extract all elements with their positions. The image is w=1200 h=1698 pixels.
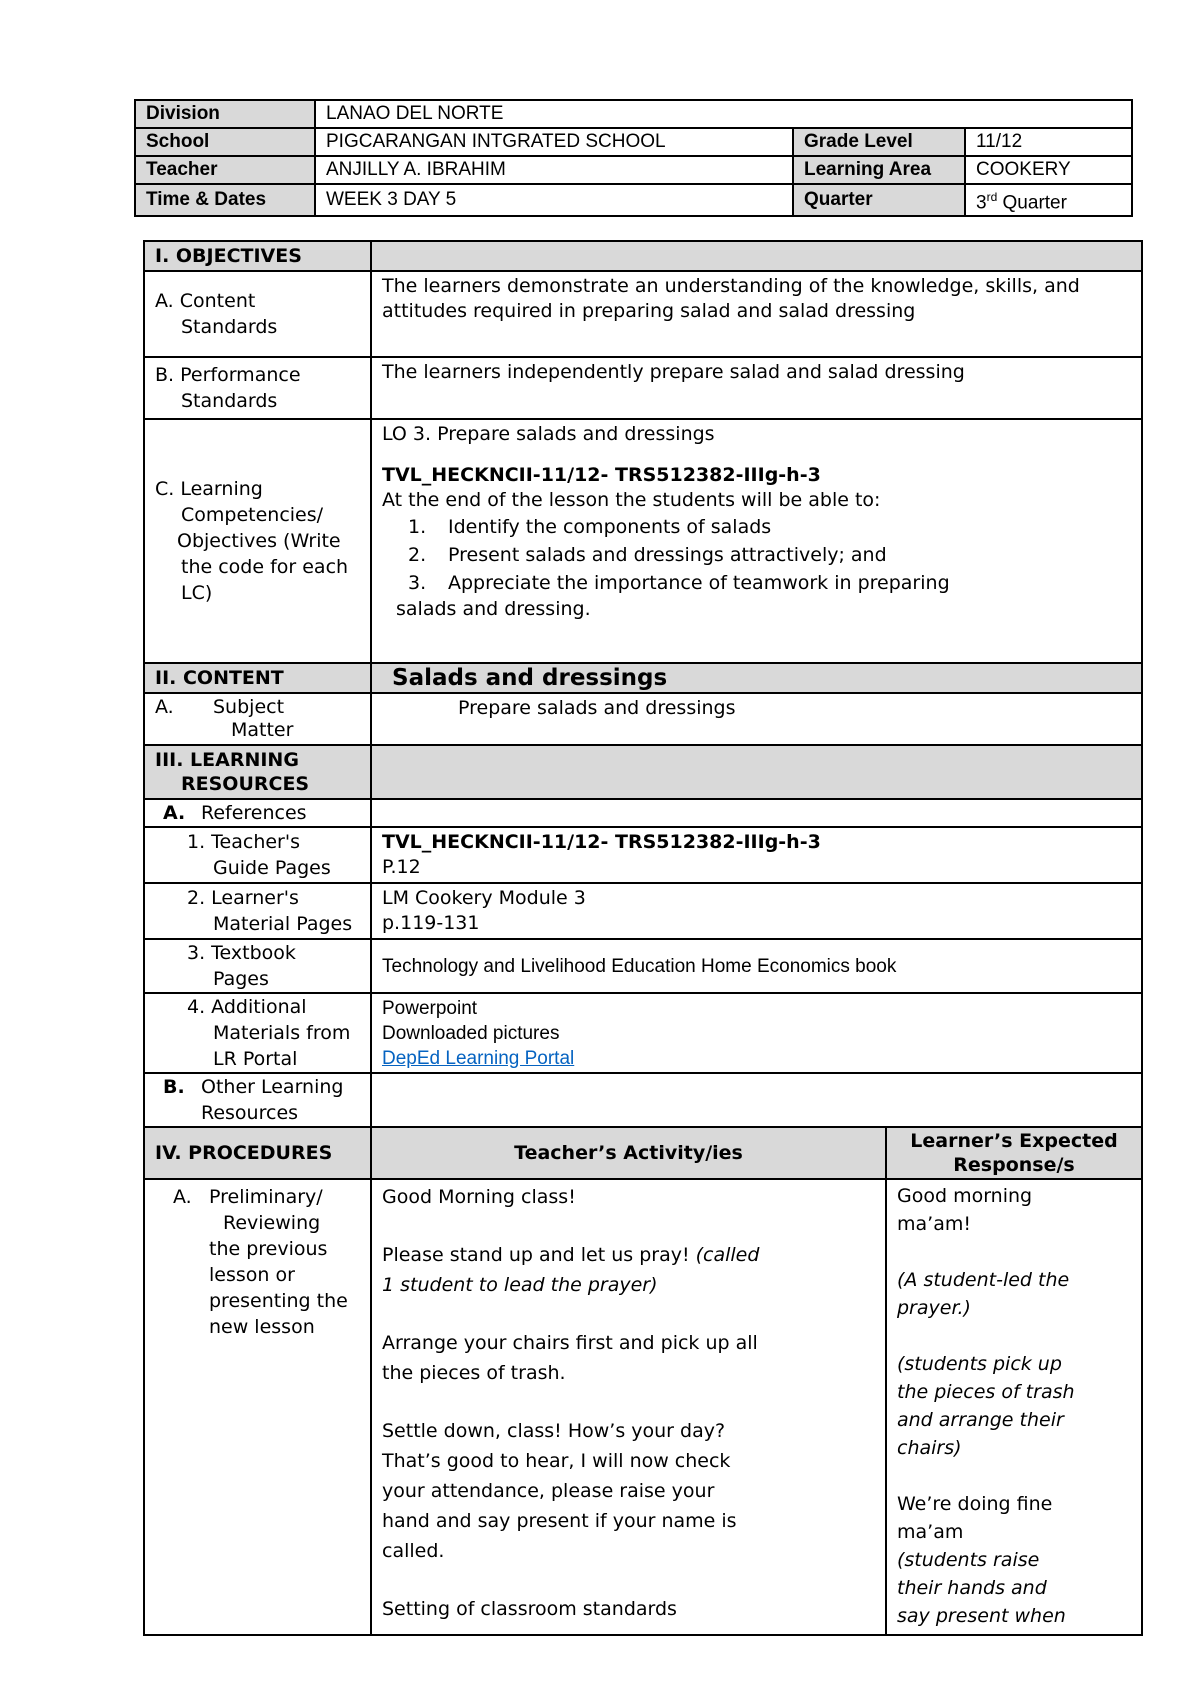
procedures-heading: IV. PROCEDURES xyxy=(144,1127,371,1179)
preliminary-label-line3: the previous xyxy=(209,1238,328,1260)
objectives-heading-fill xyxy=(371,241,1142,271)
teacher-settle-line1: Settle down, class! How’s your day? xyxy=(382,1420,726,1442)
objective-item: 1. Identify the components of salads xyxy=(408,516,772,538)
references-label: A. References xyxy=(144,799,371,827)
learner-fine-line1: We’re doing fine xyxy=(897,1493,1053,1515)
textbook-pages-label-line1: 3. Textbook xyxy=(187,942,296,964)
additional-materials-label xyxy=(144,993,371,1073)
teacher-settle-line2: That’s good to hear, I will now check xyxy=(382,1450,731,1472)
learning-competencies-content xyxy=(371,419,1142,663)
subject-matter-label-line1: A. Subject xyxy=(155,696,285,718)
learner-trash-line3: and arrange their xyxy=(897,1409,1064,1431)
subject-matter-label-line2: Matter xyxy=(231,719,294,741)
additional-materials-label-line2: Materials from xyxy=(213,1022,351,1044)
objective-item3-continued: salads and dressing. xyxy=(396,598,591,620)
teacher-settle-line5: called. xyxy=(382,1540,445,1562)
preliminary-label-line2: Reviewing xyxy=(223,1212,321,1234)
teacher-label: Teacher xyxy=(135,156,315,184)
lc-label-line2: Competencies/ xyxy=(181,504,324,526)
teacher-activity-content xyxy=(371,1179,886,1635)
learner-trash-line1: (students pick up xyxy=(897,1353,1062,1375)
content-standards-label-line1: A. Content xyxy=(155,290,256,312)
teacher-settle-line3: your attendance, please raise your xyxy=(382,1480,715,1502)
teachers-guide-page: P.12 xyxy=(382,856,421,878)
objectives-list xyxy=(382,513,1131,597)
learner-response-content xyxy=(886,1179,1142,1635)
content-heading: II. CONTENT xyxy=(144,663,371,693)
learner-greeting-line2: ma’am! xyxy=(897,1213,971,1235)
learning-resources-heading-line2: RESOURCES xyxy=(181,773,310,795)
teacher-standards: Setting of classroom standards xyxy=(382,1598,677,1620)
performance-standards-label-line1: B. Performance xyxy=(155,364,301,386)
content-standards-label-line2: Standards xyxy=(181,316,278,338)
learner-trash-line2: the pieces of trash xyxy=(897,1381,1075,1403)
performance-standards-text: The learners independently prepare salad and salad dressing xyxy=(371,357,1142,419)
textbook-pages-value: Technology and Livelihood Education Home Economics book xyxy=(371,939,1142,993)
textbook-pages-label xyxy=(144,939,371,993)
other-resources-value xyxy=(371,1073,1142,1127)
grade-level-label: Grade Level xyxy=(793,128,965,156)
teachers-guide-value xyxy=(371,827,1142,883)
learner-response-column-header xyxy=(886,1127,1142,1179)
preliminary-label-line6: new lesson xyxy=(209,1316,315,1338)
division-label: Division xyxy=(135,100,315,128)
other-resources-label xyxy=(144,1073,371,1127)
learner-trash-line4: chairs) xyxy=(897,1437,962,1459)
performance-standards-label-line2: Standards xyxy=(181,390,278,412)
learner-response-header-line1: Learner’s Expected xyxy=(910,1130,1118,1152)
lc-label-line4: the code for each xyxy=(181,556,349,578)
quarter-word: Quarter xyxy=(997,192,1067,214)
preliminary-label-line5: presenting the xyxy=(209,1290,348,1312)
lesson-plan-table xyxy=(143,240,1143,1636)
division-value: LANAO DEL NORTE xyxy=(315,100,1132,128)
quarter-value xyxy=(965,184,1132,216)
teachers-guide-code: TVL_HECKNCII-11/12- TRS512382-IIIg-h-3 xyxy=(382,831,821,853)
school-value: PIGCARANGAN INTGRATED SCHOOL xyxy=(315,128,793,156)
references-value xyxy=(371,799,1142,827)
teacher-settle-line4: hand and say present if your name is xyxy=(382,1510,737,1532)
lc-code: TVL_HECKNCII-11/12- TRS512382-IIIg-h-3 xyxy=(382,464,821,486)
learner-present-line1: (students raise xyxy=(897,1549,1040,1571)
learning-competencies-label xyxy=(144,419,371,663)
learners-material-pages: p.119-131 xyxy=(382,912,480,934)
teachers-guide-label-line1: 1. Teacher's xyxy=(187,831,300,853)
material-downloaded-pictures: Downloaded pictures xyxy=(382,1022,560,1044)
teacher-value: ANJILLY A. IBRAHIM xyxy=(315,156,793,184)
time-dates-label: Time & Dates xyxy=(135,184,315,216)
grade-level-value: 11/12 xyxy=(965,128,1132,156)
quarter-number: 3 xyxy=(976,192,987,214)
lc-label-line3: Objectives (Write xyxy=(177,530,341,552)
learner-present-line3: say present when xyxy=(897,1605,1066,1627)
teachers-guide-label xyxy=(144,827,371,883)
material-powerpoint: Powerpoint xyxy=(382,997,478,1019)
other-resources-label-line1: B. Other Learning xyxy=(163,1076,344,1098)
preliminary-label-line1: A. Preliminary/ xyxy=(173,1186,323,1208)
additional-materials-value xyxy=(371,993,1142,1073)
learner-present-line2: their hands and xyxy=(897,1577,1047,1599)
deped-portal-link[interactable]: DepEd Learning Portal xyxy=(382,1047,575,1069)
header-table xyxy=(134,99,1133,217)
learner-prayer-line2: prayer.) xyxy=(897,1297,971,1319)
objectives-heading: I. OBJECTIVES xyxy=(144,241,371,271)
learner-prayer-line1: (A student-led the xyxy=(897,1269,1070,1291)
other-resources-label-line2: Resources xyxy=(201,1102,299,1124)
lc-label-line5: LC) xyxy=(181,582,213,604)
teacher-arrange-line1: Arrange your chairs first and pick up all xyxy=(382,1332,758,1354)
objective-item: 3. Appreciate the importance of teamwork in preparing xyxy=(408,572,950,594)
content-standards-label xyxy=(144,271,371,357)
learners-material-label xyxy=(144,883,371,939)
preliminary-label-line4: lesson or xyxy=(209,1264,295,1286)
objective-item: 2. Present salads and dressings attractively; and xyxy=(408,544,887,566)
quarter-label: Quarter xyxy=(793,184,965,216)
preliminary-label xyxy=(144,1179,371,1635)
learners-material-label-line1: 2. Learner's xyxy=(187,887,299,909)
school-label: School xyxy=(135,128,315,156)
learning-resources-heading-line1: III. LEARNING xyxy=(155,749,299,771)
additional-materials-label-line1: 4. Additional xyxy=(187,996,307,1018)
teacher-prayer-line1: Please stand up and let us pray! (called xyxy=(382,1244,760,1266)
additional-materials-label-line3: LR Portal xyxy=(213,1048,298,1070)
time-dates-value: WEEK 3 DAY 5 xyxy=(315,184,793,216)
learning-resources-heading-fill xyxy=(371,745,1142,799)
learners-material-title: LM Cookery Module 3 xyxy=(382,887,586,909)
teacher-greeting: Good Morning class! xyxy=(382,1186,576,1208)
textbook-pages-label-line2: Pages xyxy=(213,968,269,990)
learner-fine-line2: ma’am xyxy=(897,1521,964,1543)
lc-label-line1: C. Learning xyxy=(155,478,263,500)
learners-material-value xyxy=(371,883,1142,939)
subject-matter-label xyxy=(144,693,371,745)
teacher-prayer-line2: 1 student to lead the prayer) xyxy=(382,1274,658,1296)
teacher-activity-column-header: Teacher’s Activity/ies xyxy=(371,1127,886,1179)
content-heading-value: Salads and dressings xyxy=(371,663,1142,693)
quarter-suffix: rd xyxy=(986,190,998,204)
learner-greeting-line1: Good morning xyxy=(897,1185,1033,1207)
lc-lo-title: LO 3. Prepare salads and dressings xyxy=(382,423,715,445)
subject-matter-value: Prepare salads and dressings xyxy=(371,693,1142,745)
teacher-arrange-line2: the pieces of trash. xyxy=(382,1362,566,1384)
learner-response-header-line2: Response/s xyxy=(953,1154,1075,1176)
learning-area-value: COOKERY xyxy=(965,156,1132,184)
teachers-guide-label-line2: Guide Pages xyxy=(213,857,331,879)
lc-intro: At the end of the lesson the students will be able to: xyxy=(382,489,881,511)
content-standards-text: The learners demonstrate an understanding of the knowledge, skills, and attitudes required in preparing salad and salad dressing xyxy=(371,271,1142,357)
learners-material-label-line2: Material Pages xyxy=(213,913,353,935)
learning-area-label: Learning Area xyxy=(793,156,965,184)
performance-standards-label xyxy=(144,357,371,419)
learning-resources-heading xyxy=(144,745,371,799)
